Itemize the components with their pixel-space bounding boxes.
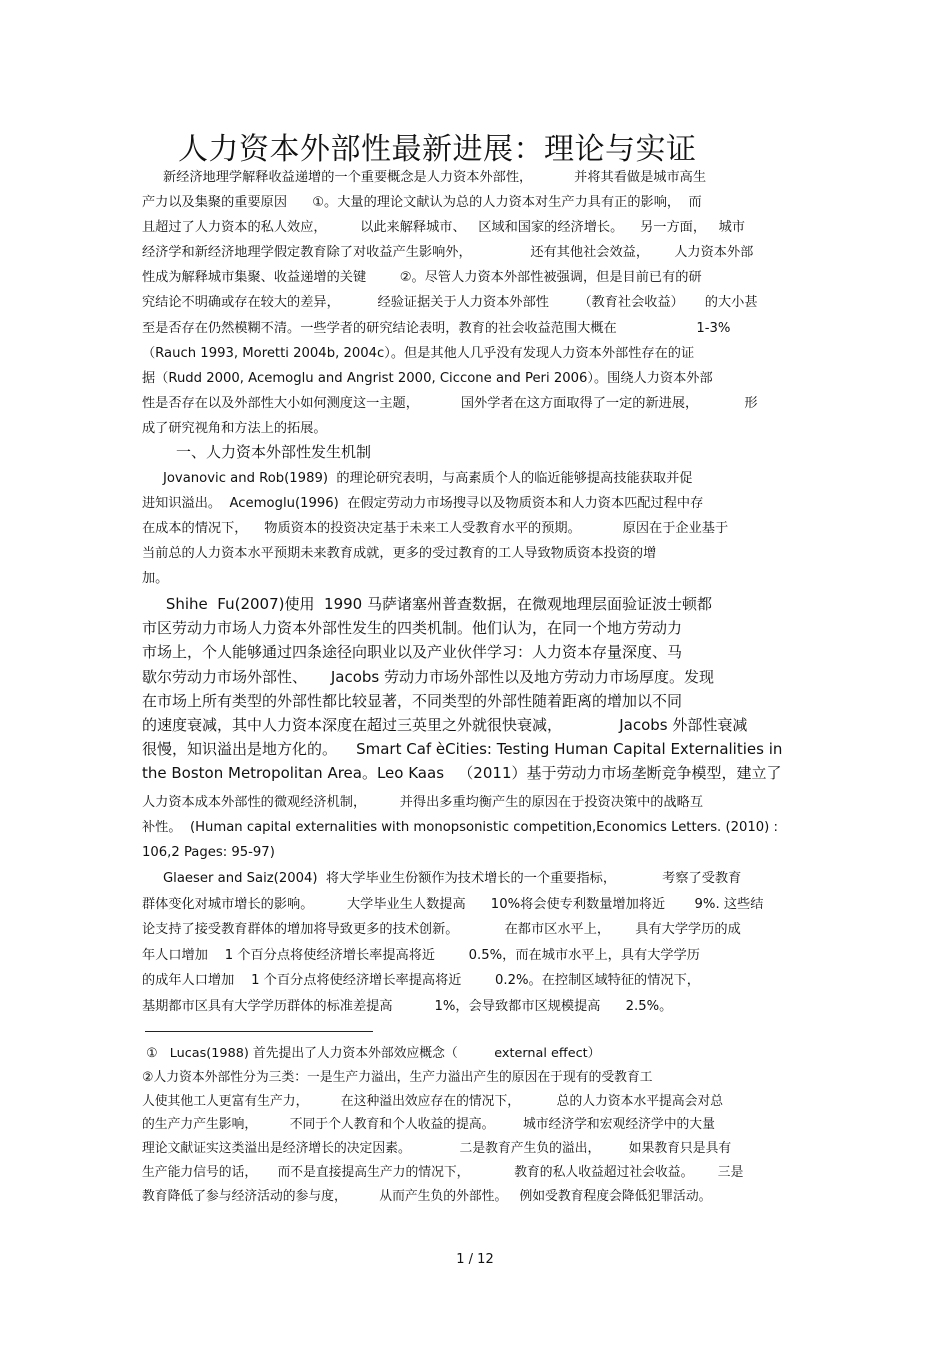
text-line: 人力资本成本外部性的微观经济机制， 并得出多重均衡产生的原因在于投资决策中的战略互 <box>142 795 704 810</box>
text-line: 加。 <box>142 571 169 587</box>
document-title: 人力资本外部性最新进展：理论与实证 <box>178 132 697 167</box>
text-line: 很慢，知识溢出是地方化的。 Smart Caf èCities: Testing Human Capital Externalities in <box>142 740 783 759</box>
text-line: 进知识溢出。 Acemoglu(1996) 在假定劳动力市场搜寻以及物质资本和人力资本匹配过程中存 <box>142 496 704 512</box>
fu-paragraph <box>142 592 810 786</box>
text-line: （Rauch 1993, Moretti 2004b, 2004c）。但是其他人几乎没有发现人力资本外部性存在的证 <box>142 345 695 361</box>
text-line: the Boston Metropolitan Area。Leo Kaas （2011）基于劳动力市场垄断竞争模型，建立了 <box>142 764 782 783</box>
text-line: 至是否存在仍然模糊不清。一些学者的研究结论表明，教育的社会收益范围大概在 1-3% <box>142 320 731 336</box>
text-line: 论支持了接受教育群体的增加将导致更多的技术创新。 在都市区水平上， 具有大学学历的成 <box>142 922 741 937</box>
glaeser-paragraph <box>142 866 810 1019</box>
text-line: 经济学和新经济地理学假定教育除了对收益产生影响外， 还有其他社会效益， 人力资本外部 <box>142 245 754 261</box>
text-line: 性是否存在以及外部性大小如何测度这一主题， 国外学者在这方面取得了一定的新进展， 形 <box>142 395 758 411</box>
text-line: 的速度衰减，其中人力资本深度在超过三英里之外就很快衰减， Jacobs 外部性衰减 <box>142 716 748 735</box>
text-line: 基期都市区具有大学学历群体的标准差提高 1%，会导致都市区规模提高 2.5%。 <box>142 998 673 1014</box>
text-line: 且超过了人力资本的私人效应， 以此来解释城市、 区域和国家的经济增长。 另一方面， 城市 <box>142 220 745 236</box>
text-line: 产力以及集聚的重要原因 ①。大量的理论文献认为总的人力资本对生产力具有正的影响， 而 <box>142 195 702 211</box>
text-line: 性成为解释城市集聚、收益递增的关键 ②。尽管人力资本外部性被强调，但是目前已有的研 <box>142 270 702 286</box>
text-line: 群体变化对城市增长的影响。 大学毕业生人数提高 10%将会使专利数量增加将近 9%. 这些结 <box>142 896 764 912</box>
text-line: 究结论不明确或存在较大的差异， 经验证据关于人力资本外部性 （教育社会收益） 的大小甚 <box>142 295 758 311</box>
text-line: 补性。 (Human capital externalities with monopsonistic competition,Economics Letters. (2010) : <box>142 820 778 836</box>
section-heading: 一、人力资本外部性发生机制 <box>176 443 372 461</box>
text-line: 在成本的情况下， 物质资本的投资决定基于未来工人受教育水平的预期。 原因在于企业基于 <box>142 521 729 537</box>
footnotes <box>142 1042 810 1209</box>
footnote-line: 人使其他工人更富有生产力， 在这种溢出效应存在的情况下， 总的人力资本水平提高会对总 <box>142 1093 724 1109</box>
text-line: 的成年人口增加 1 个百分点将使经济增长率提高将近 0.2%。在控制区域特征的情况下， <box>142 973 700 988</box>
text-line: 当前总的人力资本水平预期未来教育成就，更多的受过教育的工人导致物质资本投资的增 <box>142 546 657 562</box>
text-line: Glaeser and Saiz(2004) 将大学毕业生份额作为技术增长的一个重要指标， 考察了受教育 <box>142 871 742 886</box>
text-line: Jovanovic and Rob(1989) 的理论研究表明，与高素质个人的临近能够提高技能获取并促 <box>142 471 693 486</box>
text-line: 在市场上所有类型的外部性都比较显著，不同类型的外部性随着距离的增加以不同 <box>142 691 683 710</box>
text-line: 据（Rudd 2000, Acemoglu and Angrist 2000, Ciccone and Peri 2006）。围绕人力资本外部 <box>142 370 713 386</box>
text-line: 市场上，个人能够通过四条途径向职业以及产业伙伴学习：人力资本存量深度、马 <box>142 643 683 662</box>
text-line: 年人口增加 1 个百分点将使经济增长率提高将近 0.5%，而在城市水平上，具有大学学历 <box>142 947 700 963</box>
intro-paragraph <box>142 165 810 441</box>
kaas-paragraph <box>142 790 810 865</box>
footnote-line: 教育降低了参与经济活动的参与度， 从而产生负的外部性。 例如受教育程度会降低犯罪活动。 <box>142 1188 712 1204</box>
text-line: Shihe Fu(2007)使用 1990 马萨诸塞州普查数据，在微观地理层面验证波士顿都 <box>142 595 712 613</box>
footnote-line: ① Lucas(1988) 首先提出了人力资本外部效应概念（ external effect） <box>142 1046 601 1061</box>
text-line: 新经济地理学解释收益递增的一个重要概念是人力资本外部性， 并将其看做是城市高生 <box>142 170 707 185</box>
text-line: 成了研究视角和方法上的拓展。 <box>142 420 327 436</box>
footnote-line: 的生产力产生影响， 不同于个人教育和个人收益的提高。 城市经济学和宏观经济学中的大量 <box>142 1117 715 1133</box>
footnote-line: 理论文献证实这类溢出是经济增长的决定因素。 二是教育产生负的溢出， 如果教育只是具有 <box>142 1141 732 1157</box>
page-number: 1 / 12 <box>456 1252 494 1267</box>
text-line: 歇尔劳动力市场外部性、 Jacobs 劳动力市场外部性以及地方劳动力市场厚度。发现 <box>142 667 714 686</box>
footnote-line: ②人力资本外部性分为三类：一是生产力溢出，生产力溢出产生的原因在于现有的受教育工 <box>142 1069 653 1085</box>
footnote-line: 生产能力信号的话， 而不是直接提高生产力的情况下， 教育的私人收益超过社会收益。 三是 <box>142 1164 744 1180</box>
text-line: 106,2 Pages: 95-97) <box>142 845 275 861</box>
text-line: 市区劳动力市场人力资本外部性发生的四类机制。他们认为，在同一个地方劳动力 <box>142 619 683 638</box>
mechanism-paragraph <box>142 466 810 591</box>
footnote-divider <box>145 1031 373 1032</box>
